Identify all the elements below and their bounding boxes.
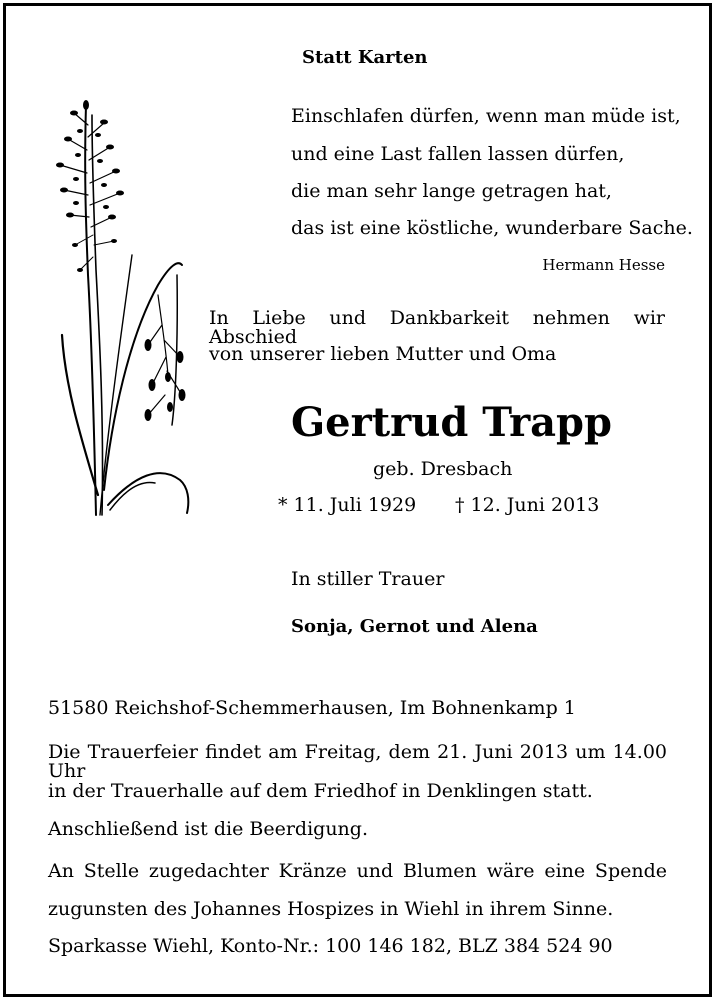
death-date: † 12. Juni 2013: [455, 494, 600, 516]
funeral-line-1: Die Trauerfeier findet am Freitag, dem 21. Juni 2013 um 14.00 Uhr: [48, 741, 667, 782]
poem-line-1: Einschlafen dürfen, wenn man müde ist,: [291, 105, 681, 127]
donation-line-2: zugunsten des Johannes Hospizes in Wiehl in ihrem Sinne.: [48, 898, 614, 920]
address: 51580 Reichshof-Schemmerhausen, Im Bohnenkamp 1: [48, 697, 576, 719]
header-statt-karten: Statt Karten: [302, 47, 428, 68]
donation-line-1: An Stelle zugedachter Kränze und Blumen wäre eine Spende: [48, 860, 667, 882]
poem-line-3: die man sehr lange getragen hat,: [291, 180, 612, 202]
intro-line-2: von unserer lieben Mutter und Oma: [209, 343, 557, 365]
maiden-name: geb. Dresbach: [373, 458, 513, 480]
poem-author: Hermann Hesse: [542, 256, 665, 274]
intro-line-1: In Liebe und Dankbarkeit nehmen wir Abschied: [209, 307, 665, 348]
deceased-name: Gertrud Trapp: [291, 399, 612, 446]
grass-icon: [40, 95, 200, 520]
bank-details: Sparkasse Wiehl, Konto-Nr.: 100 146 182, BLZ 384 524 90: [48, 935, 613, 957]
poem-line-2: und eine Last fallen lassen dürfen,: [291, 143, 625, 165]
birth-date: * 11. Juli 1929: [278, 494, 417, 516]
funeral-line-3: Anschließend ist die Beerdigung.: [48, 818, 368, 840]
mourning-label: In stiller Trauer: [291, 568, 445, 590]
mourners-names: Sonja, Gernot und Alena: [291, 616, 538, 637]
poem-line-4: das ist eine köstliche, wunderbare Sache.: [291, 217, 693, 239]
funeral-line-2: in der Trauerhalle auf dem Friedhof in Denklingen statt.: [48, 780, 593, 802]
